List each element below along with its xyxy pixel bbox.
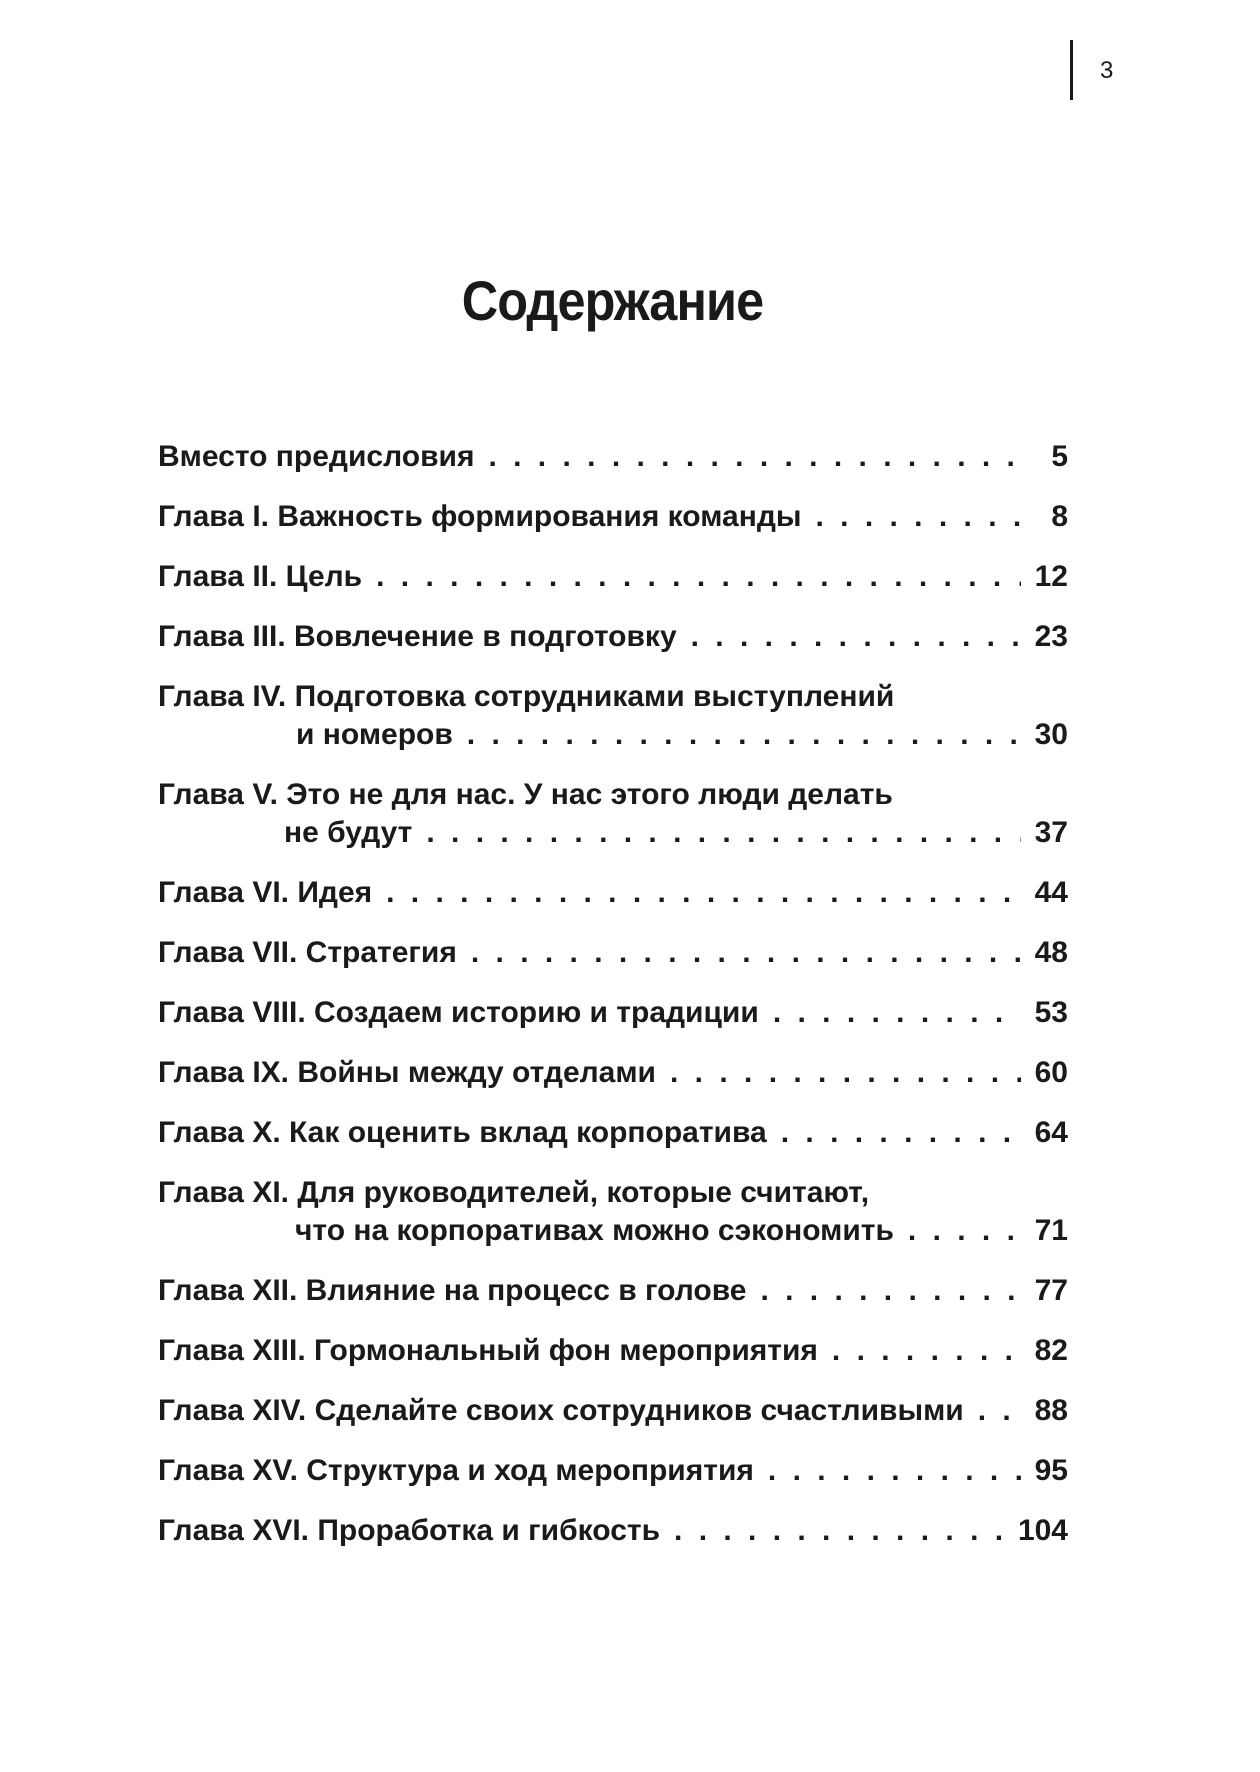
toc-entry-title: Глава I. Важность формирования команды [158,500,802,533]
toc-entry-page: 30 [1034,718,1068,751]
toc-entry-page: 53 [1034,996,1068,1029]
dot-leader [670,1054,1021,1092]
toc-entry-title: Глава XII. Влияние на процесс в голове [158,1274,747,1307]
toc-entry-title: Глава XIV. Сделайте своих сотрудников счастливыми [158,1394,964,1427]
dot-leader [386,874,1020,912]
toc-entry-title-line2: не будут [284,816,413,849]
dot-leader [376,558,1020,596]
toc-entry-page: 88 [1034,1394,1068,1427]
dot-leader [760,1272,1020,1310]
toc-entry-title: Глава XVI. Проработка и гибкость [158,1514,661,1547]
toc-entry-title-line1: Глава IV. Подготовка сотрудниками выступлений [158,680,895,713]
toc-entry-title: Вместо предисловия [158,440,475,473]
toc-entry-page: 37 [1034,816,1068,849]
toc-entry-title: Глава VII. Стратегия [158,936,457,969]
dot-leader [832,1332,1021,1370]
dot-leader [691,618,1021,656]
toc-entry-page: 64 [1034,1116,1068,1149]
toc-entry-page: 77 [1034,1274,1068,1307]
toc-entry[interactable] [158,438,1068,476]
header-rule [1070,40,1073,100]
toc-entry[interactable] [158,558,1068,596]
dot-leader [773,994,1021,1032]
toc-entry-title: Глава X. Как оценить вклад корпоратива [158,1116,767,1149]
dot-leader [978,1392,1021,1430]
toc-entry[interactable] [158,874,1068,912]
dot-leader [674,1512,1004,1550]
toc-entry-title: Глава VI. Идея [158,876,373,909]
toc-entry[interactable] [158,678,1068,754]
toc-entry-page: 5 [1051,440,1068,473]
dot-leader [467,716,1021,754]
toc-entry[interactable] [158,1392,1068,1430]
toc-entry-title: Глава VIII. Создаем историю и традиции [158,996,759,1029]
toc-entry-page: 44 [1034,876,1068,909]
toc-entry[interactable] [158,994,1068,1032]
toc-entry-page: 71 [1034,1214,1068,1247]
toc-entry-title: Глава XV. Структура и ход мероприятия [158,1454,754,1487]
toc-entry-title: Глава XIII. Гормональный фон мероприятия [158,1334,818,1367]
toc-entry-page: 95 [1034,1454,1068,1487]
toc-entry-page: 23 [1034,620,1068,653]
toc-entry[interactable] [158,776,1068,852]
dot-leader [768,1452,1021,1490]
toc-entry[interactable] [158,618,1068,656]
toc-entry-title-line2: и номеров [296,718,453,751]
dot-leader [816,498,1025,536]
toc-entry[interactable] [158,1054,1068,1092]
toc-entry[interactable] [158,1174,1068,1250]
toc-entry-title-line2: что на корпоративах можно сэкономить [295,1214,894,1247]
toc-entry-title: Глава IX. Войны между отделами [158,1056,657,1089]
toc-entry-title: Глава III. Вовлечение в подготовку [158,620,677,653]
page-number: 3 [1100,57,1114,84]
toc-entry-page: 60 [1034,1056,1068,1089]
toc-entry[interactable] [158,1114,1068,1152]
dot-leader [781,1114,1021,1152]
toc-entry-page: 82 [1034,1334,1068,1367]
dot-leader [426,814,1020,852]
dot-leader [908,1212,1021,1250]
toc-entry[interactable] [158,1452,1068,1490]
toc-entry-page: 104 [1017,1514,1068,1547]
toc-entry[interactable] [158,934,1068,972]
dot-leader [471,934,1021,972]
toc-entry[interactable] [158,1512,1068,1550]
toc-entry[interactable] [158,498,1068,536]
toc-entry-page: 48 [1034,936,1068,969]
toc-entry-title: Глава II. Цель [158,560,363,593]
toc-entry-title-line1: Глава XI. Для руководителей, которые считают, [158,1176,870,1209]
toc-entry-page: 8 [1051,500,1068,533]
toc-entry-page: 12 [1034,560,1068,593]
table-of-contents [158,438,1068,1572]
toc-entry-title-line1: Глава V. Это не для нас. У нас этого люди делать [158,778,893,811]
page-title: Содержание [461,268,764,332]
toc-entry[interactable] [158,1332,1068,1370]
dot-leader [488,438,1024,476]
toc-entry[interactable] [158,1272,1068,1310]
